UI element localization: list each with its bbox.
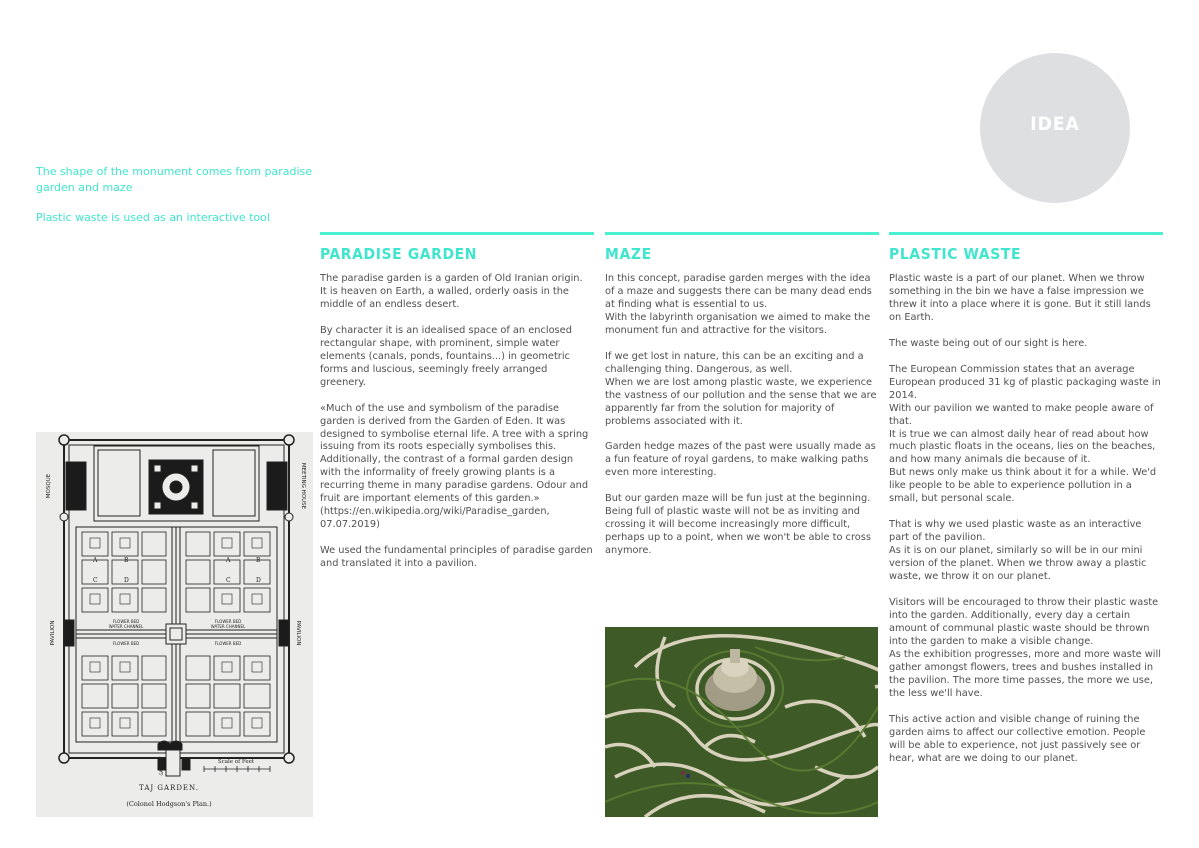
plan-letter: B (256, 557, 261, 564)
column-paragraph: Visitors will be encouraged to throw their plastic waste into the garden. Additionally, every day a certain amount of communal plastic waste should be thrown into the garden to make a visible change. As the exhibition progresses, more and more waste will gather amongst flowers, trees and bushes installed in the pavilion. The more time passes, the more we use, the less we'll have. (889, 597, 1161, 699)
plan-side-label: MOSQUE (46, 473, 52, 499)
plan-letter: C (93, 577, 98, 584)
column-title: MAZE (605, 245, 652, 263)
taj-garden-plan-image (36, 432, 313, 817)
plan-letter: D (256, 577, 261, 584)
plan-side-label: PAVILION (295, 620, 301, 646)
column-body (320, 273, 594, 571)
column-accent-bar (889, 232, 1163, 235)
column-title: PLASTIC WASTE (889, 245, 1022, 263)
plan-side-label: PAVILION (50, 620, 56, 646)
column-paragraph: Garden hedge mazes of the past were usually made as a fun feature of royal gardens, to make walking paths even more interesting. (605, 441, 876, 479)
column-accent-bar (320, 232, 594, 235)
idea-badge-label: IDEA (1030, 113, 1080, 135)
column-paragraph: That is why we used plastic waste as an interactive part of the pavilion. As it is on our planet, similarly so will be in our mini version of the planet. When we throw away a plastic waste, we throw it on our planet. (889, 519, 1147, 583)
intro-text (36, 164, 326, 226)
column-paragraph: The European Commission states that an average European produced 31 kg of plastic packaging waste in 2014. With our pavilion we wanted to make people aware of that. It is true we can almost daily hear of read about how much plastic floats in the oceans, lies on the beaches, and how many animals die because of it. But news only make us think about it for a while. We'd like people to be able to experience pollution in a small, but personal scale. (889, 363, 1161, 505)
plan-letter: D (124, 577, 129, 584)
column-paradise-garden (320, 232, 594, 584)
column-paragraph: The waste being out of our sight is here. (889, 337, 1088, 349)
plan-letter: A (93, 557, 98, 564)
intro-line-2: Plastic waste is used as an interactive tool (36, 211, 270, 224)
plan-title: TAJ GARDEN. (139, 784, 199, 792)
column-paragraph: In this concept, paradise garden merges with the idea of a maze and suggests there can be many dead ends at finding what is essential to us. With the labyrinth organisation we aimed to make the monument fun and attractive for the visitors. (605, 273, 872, 336)
plan-letter: B (124, 557, 129, 564)
plan-letter: A (226, 557, 231, 564)
plan-channel-label: FLOWER BED (214, 641, 242, 646)
column-paragraph: Plastic waste is a part of our planet. When we throw something in the bin we have a false impression we threw it into a place where it is gone. But it still lands on Earth. (889, 273, 1151, 323)
hedge-maze-photo (605, 627, 878, 817)
column-paragraph: We used the fundamental principles of paradise garden and translated it into a pavilion. (320, 545, 593, 570)
plan-channel-label: WATER CHANNEL (210, 624, 246, 629)
idea-badge (980, 53, 1130, 203)
column-paragraph: «Much of the use and symbolism of the paradise garden is derived from the Garden of Eden. It was designed to symbolise eternal life. A tree with a spring issuing from its roots especially symbolises this. Additionally, the contrast of a formal garden design with the informality of freely growing plants is a recurring theme in many paradise gardens. Odour and fruit are important elements of this garden.» (https://en.wikipedia.org/wiki/Paradise_garden, 07.07.2019) (320, 402, 589, 531)
plan-channel-label: FLOWER BED (112, 619, 140, 624)
plan-letter: C (226, 577, 231, 584)
column-paragraph: If we get lost in nature, this can be an exciting and a challenging thing. Dangerous, as well. When we are lost among plastic waste, we experience the vastness of our pollution and the sense that we are apparently far from the solution for majority of problems associated with it. (605, 350, 877, 427)
intro-line-1: The shape of the monument comes from paradise garden and maze (36, 165, 313, 194)
plan-channel-label: FLOWER BED (112, 641, 140, 646)
plan-gateway-label: GATEWAY (159, 756, 164, 776)
plan-channel-label: FLOWER BED (214, 619, 242, 624)
plan-scale-label: Scale of Feet (217, 759, 255, 765)
column-paragraph: The paradise garden is a garden of Old Iranian origin. It is heaven on Earth, a walled, orderly oasis in the middle of an endless desert. (320, 273, 583, 310)
column-paragraph: But our garden maze will be fun just at the beginning. Being full of plastic waste will not be as inviting and crossing it will become increasingly more difficult, perhaps up to a point, when we won't be able to cross anymore. (605, 493, 871, 557)
plan-side-label: MEETING HOUSE (300, 462, 306, 510)
column-plastic-waste (889, 232, 1163, 778)
column-paragraph: By character it is an idealised space of an enclosed rectangular shape, with prominent, simple water elements (canals, ponds, fountains...) in geometric forms and luscious, seemingly freely arranged greenery. (320, 324, 572, 388)
column-body (889, 273, 1163, 765)
column-paragraph: This active action and visible change of ruining the garden aims to affect our collective emotion. People will be able to experience, not just passively see or hear, what are we doing to our planet. (889, 713, 1146, 764)
column-body (605, 273, 879, 558)
plan-channel-label: WATER CHANNEL (108, 624, 144, 629)
column-maze (605, 232, 879, 571)
column-title: PARADISE GARDEN (320, 245, 478, 263)
column-accent-bar (605, 232, 879, 235)
plan-subtitle: (Colonel Hodgson's Plan.) (126, 800, 212, 808)
